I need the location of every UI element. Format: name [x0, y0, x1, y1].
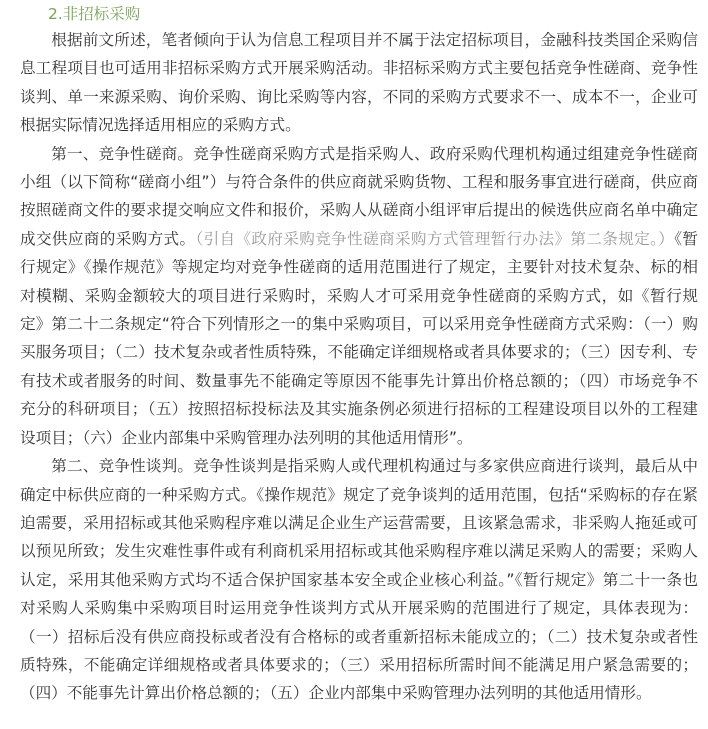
- consultation-scope: 《暂行规定》《操作规范》等规定均对竞争性磋商的适用范围进行了规定，主要针对技术复杂、标的相对模糊、采购金额较大的项目进行采购时，采购人才可采用竞争性磋商的采购方式，如《暂行规定》第二十二条规定“符合下列情形之一的集中采购项目，可以采用竞争性磋商方式采购：（一）购买服务项目；（二）技术复杂或者性质特殊，不能确定详细规格或者具体要求的；（三）因专利、专有技术或者服务的时间、数量事先不能确定等原因不能事先计算出价格总额的；（四）市场竞争不充分的科研项目；（五）按照招标投标法及其实施条例必须进行招标的工程建设项目以外的工程建设项目；（六）企业内部集中采购管理办法列明的其他适用情形”。: [20, 229, 698, 447]
- consultation-citation: （引自《政府采购竞争性磋商采购方式管理暂行办法》第二条规定。）: [195, 229, 675, 248]
- paragraph-competitive-negotiation: 第二、竞争性谈判。竞争性谈判是指采购人或代理机构通过与多家供应商进行谈判，最后从中确定中标供应商的一种采购方式。《操作规范》规定了竞争谈判的适用范围，包括“采购标的存在紧迫需要，采用招标或其他采购程序难以满足企业生产运营需要，且该紧急需求，非采购人拖延或可以预见所致；发生灾难性事件或有利商机采用招标或其他采购程序难以满足采购人的需要；采购人认定，采用其他采购方式均不适合保护国家基本安全或企业核心利益。”《暂行规定》第二十一条也对采购人采购集中采购项目时运用竞争性谈判方式从开展采购的范围进行了规定，具体表现为：（一）招标后没有供应商投标或者没有合格标的或者重新招标未能成立的；（二）技术复杂或者性质特殊，不能确定详细规格或者具体要求的；（三）采用招标所需时间不能满足用户紧急需要的；（四）不能事先计算出价格总额的；（五）企业内部集中采购管理办法列明的其他适用情形。: [20, 457, 698, 703]
- paragraph-competitive-consultation: [20, 140, 698, 452]
- paragraph-intro: 根据前文所述，笔者倾向于认为信息工程项目并不属于法定招标项目，金融科技类国企采购信息工程项目也可适用非招标采购方式开展采购活动。非招标采购方式主要包括竞争性磋商、竞争性谈判、单一来源采购、询价采购、询比采购等内容，不同的采购方式要求不一、成本不一，企业可根据实际情况选择适用相应的采购方式。: [20, 31, 698, 135]
- section-heading: 2.非招标采购: [48, 5, 141, 23]
- consultation-definition: 第一、竞争性磋商。竞争性磋商采购方式是指采购人、政府采购代理机构通过组建竞争性磋商小组（以下简称“磋商小组”）与符合条件的供应商就采购货物、工程和服务事宜进行磋商，供应商按照磋商文件的要求提交响应文件和报价，采购人从磋商小组评审后提出的候选供应商名单中确定成交供应商的采购方式。: [20, 144, 698, 248]
